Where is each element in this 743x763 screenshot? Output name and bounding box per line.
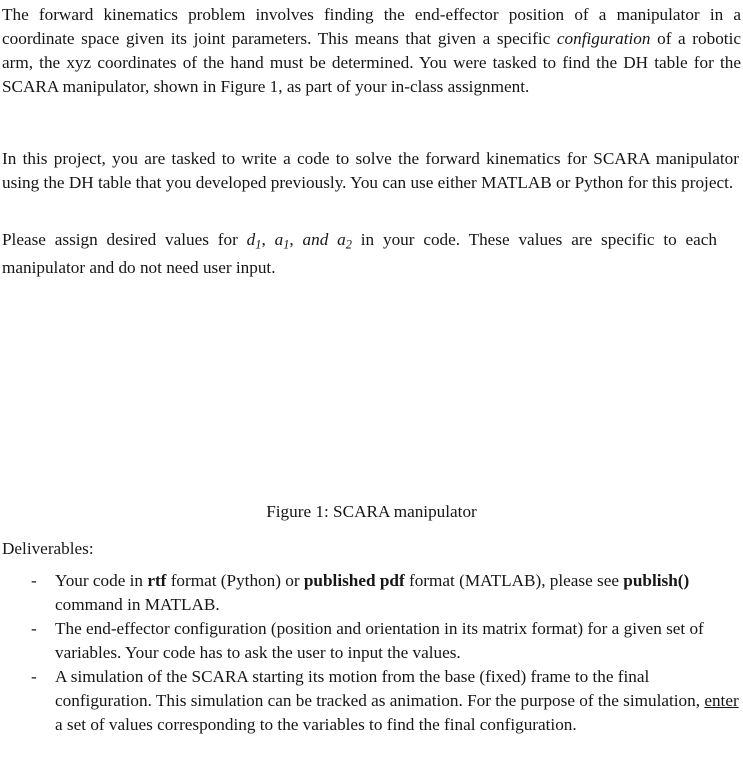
- bullet1-seg4: command in MATLAB.: [55, 595, 220, 614]
- list-item: [0, 665, 743, 737]
- figure-caption: Figure 1: SCARA manipulator: [266, 502, 477, 521]
- bullet3-underline-enter: enter: [704, 691, 739, 710]
- list-item-text: [55, 665, 739, 737]
- paragraph-intro-emphasis: configuration: [556, 29, 651, 48]
- paragraph-intro-part2: of a robotic arm, the xyz coordinates of the hand must be determined. You were tasked to find the DH table for the SCARA manipulator, shown in Figure 1, as part of your in-class assignment.: [2, 29, 741, 96]
- bullet1-bold-rtf: rtf: [147, 571, 167, 590]
- list-item: [0, 569, 743, 617]
- paragraph-project: In this project, you are tasked to write a code to solve the forward kinematics for SCARA manipulator using the DH table that you developed previously. You can use either MATLAB or Python for this project.: [2, 149, 739, 192]
- bullet3-seg1: A simulation of the SCARA starting its motion from the base (fixed) frame to the final configuration. This simulation can be tracked as animation. For the purpose of the simulation,: [55, 667, 705, 710]
- paragraph-intro: [2, 3, 741, 99]
- paragraph-assign-values: [2, 228, 717, 280]
- paragraph-intro-part1: The forward kinematics problem involves finding the end-effector position of a manipulator in a coordinate space given its joint parameters. This means that given a specific: [2, 5, 741, 48]
- bullet1-bold-publish-command: publish(): [623, 571, 690, 590]
- math-var-a1: $a_1$: [274, 230, 290, 252]
- list-item-marker: -: [31, 619, 37, 638]
- figure-scara-manipulator: [0, 288, 743, 528]
- bullet1-bold-published-pdf: published pdf: [303, 571, 405, 590]
- list-item-marker: -: [31, 667, 37, 686]
- bullet1-seg3: format (MATLAB), please see: [404, 571, 624, 590]
- list-item-text: The end-effector configuration (position and orientation in its matrix format) for a given set of variables. Your code has to ask the user to input the values.: [55, 619, 704, 662]
- list-item-text: [55, 569, 715, 617]
- assign-sep-2: ,: [289, 230, 303, 249]
- deliverables-list: [0, 569, 743, 737]
- bullet1-seg2: format (Python) or: [166, 571, 304, 590]
- assign-lead-text: Please assign desired values for: [2, 230, 247, 249]
- assign-tail-text: in your code. These values are specific to each manipulator and do not need user input.: [2, 230, 718, 278]
- bullet3-seg2: a set of values corresponding to the variables to find the final configuration.: [55, 715, 577, 734]
- list-item: [0, 617, 743, 665]
- scara-diagram-svg: [0, 288, 743, 528]
- assign-sep-1: ,: [261, 230, 275, 249]
- bullet1-seg1: Your code in: [55, 571, 148, 590]
- assign-and-word: and: [302, 230, 329, 249]
- assign-sep-3: [328, 230, 337, 249]
- math-var-d1: $d_1$: [246, 230, 262, 252]
- list-item-marker: -: [31, 571, 37, 590]
- deliverables-heading: Deliverables:: [2, 539, 94, 558]
- math-var-a2: $a_2$: [337, 230, 352, 252]
